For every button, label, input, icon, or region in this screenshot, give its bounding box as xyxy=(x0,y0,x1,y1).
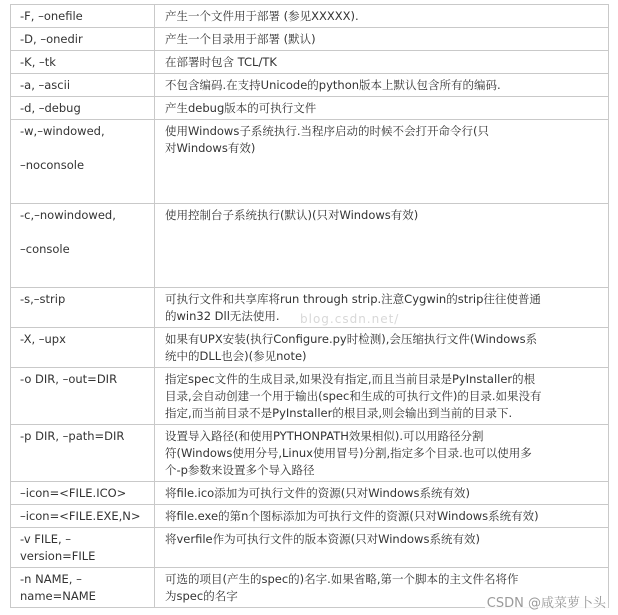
option-description-cell xyxy=(155,51,609,74)
option-description-text: 指定,而当前目录不是PyInstaller的根目录,则会输出到当前的目录下. xyxy=(165,406,513,420)
option-description-text: 产生debug版本的可执行文件 xyxy=(165,101,317,115)
option-description-text: 目录,会自动创建一个用于输出(spec和生成的可执行文件)的目录.如果没有 xyxy=(165,389,542,403)
option-flag-cell xyxy=(11,368,155,425)
option-description-text: 产生一个目录用于部署 (默认) xyxy=(165,32,316,46)
option-flag-text: -o DIR, –out=DIR xyxy=(20,372,118,386)
option-row xyxy=(11,425,609,482)
option-flag-text: -D, –onedir xyxy=(20,32,83,46)
option-description-text: 产生一个文件用于部署 (参见XXXXX). xyxy=(165,9,359,23)
option-flag-cell xyxy=(11,425,155,482)
option-row xyxy=(11,51,609,74)
option-flag-text: -F, –onefile xyxy=(20,9,83,23)
option-row xyxy=(11,368,609,425)
option-row xyxy=(11,505,609,528)
option-flag-text: -p DIR, –path=DIR xyxy=(20,429,125,443)
option-flag-text: –icon=<FILE.EXE,N> xyxy=(20,509,141,523)
option-description-text: 符(Windows使用分号,Linux使用冒号)分割,指定多个目录.也可以使用多 xyxy=(165,446,532,460)
option-description-cell xyxy=(155,528,609,568)
option-description-text: 的win32 Dll无法使用. xyxy=(165,309,280,323)
option-flag-cell xyxy=(11,505,155,528)
option-description-text: 将file.exe的第n个图标添加为可执行文件的资源(只对Windows系统有效) xyxy=(165,509,539,523)
option-flag-cell xyxy=(11,568,155,608)
option-row xyxy=(11,482,609,505)
option-flag-text: name=NAME xyxy=(20,589,96,603)
option-description-text: 指定spec文件的生成目录,如果没有指定,而且当前目录是PyInstaller的根 xyxy=(165,372,536,386)
option-flag-text: -s,–strip xyxy=(20,292,66,306)
option-row xyxy=(11,528,609,568)
option-description-text: 可执行文件和共享库将run through strip.注意Cygwin的strip往往使普通 xyxy=(165,292,541,306)
option-row xyxy=(11,5,609,28)
option-flag-cell xyxy=(11,288,155,328)
option-row xyxy=(11,120,609,204)
pyinstaller-options-table xyxy=(10,4,609,608)
option-description-text: 对Windows有效) xyxy=(165,141,256,155)
option-description-cell xyxy=(155,28,609,51)
option-flag-cell xyxy=(11,97,155,120)
option-description-text: 使用Windows子系统执行.当程序启动的时候不会打开命令行(只 xyxy=(165,124,489,138)
option-description-cell xyxy=(155,120,609,204)
option-description-cell xyxy=(155,74,609,97)
option-description-text: 为spec的名字 xyxy=(165,589,238,603)
option-description-text: 可选的项目(产生的spec的)名字.如果省略,第一个脚本的主文件名将作 xyxy=(165,572,519,586)
option-flag-cell xyxy=(11,51,155,74)
option-flag-cell xyxy=(11,328,155,368)
option-flag-text: -c,–nowindowed, xyxy=(20,208,116,222)
option-row xyxy=(11,328,609,368)
option-flag-text xyxy=(20,224,146,241)
option-description-text: 在部署时包含 TCL/TK xyxy=(165,55,277,69)
option-flag-cell xyxy=(11,528,155,568)
option-description-cell xyxy=(155,5,609,28)
option-flag-text: –icon=<FILE.ICO> xyxy=(20,486,127,500)
option-flag-cell xyxy=(11,120,155,204)
option-row xyxy=(11,204,609,288)
option-description-cell xyxy=(155,328,609,368)
option-flag-text: version=FILE xyxy=(20,549,96,563)
option-description-text: 统中的DLL也会)(参见note) xyxy=(165,349,307,363)
option-description-text: 如果有UPX安装(执行Configure.py时检测),会压缩执行文件(Windows系 xyxy=(165,332,538,346)
option-flag-text xyxy=(20,140,146,157)
option-description-text: 使用控制台子系统执行(默认)(只对Windows有效) xyxy=(165,208,419,222)
option-description-cell xyxy=(155,368,609,425)
option-flag-text: -w,–windowed, xyxy=(20,124,105,138)
option-row xyxy=(11,97,609,120)
option-flag-cell xyxy=(11,74,155,97)
options-table-body xyxy=(11,5,609,608)
option-flag-text: -K, –tk xyxy=(20,55,56,69)
option-flag-cell xyxy=(11,5,155,28)
option-description-cell xyxy=(155,482,609,505)
option-flag-text: -X, –upx xyxy=(20,332,66,346)
option-description-text: 设置导入路径(和使用PYTHONPATH效果相似).可以用路径分割 xyxy=(165,429,484,443)
option-flag-text: -d, –debug xyxy=(20,101,81,115)
csdn-watermark: CSDN @咸菜萝卜头 xyxy=(485,592,608,611)
option-description-text: 将verfile作为可执行文件的版本资源(只对Windows系统有效) xyxy=(165,532,480,546)
option-description-cell xyxy=(155,204,609,288)
option-description-cell xyxy=(155,505,609,528)
option-description-cell xyxy=(155,97,609,120)
option-description-text: 不包含编码.在支持Unicode的python版本上默认包含所有的编码. xyxy=(165,78,501,92)
option-row xyxy=(11,28,609,51)
option-flag-text: -a, –ascii xyxy=(20,78,71,92)
option-row xyxy=(11,74,609,97)
option-description-cell xyxy=(155,425,609,482)
faint-url-watermark: blog.csdn.net/ xyxy=(300,312,400,326)
option-flag-cell xyxy=(11,204,155,288)
option-flag-text: -n NAME, – xyxy=(20,572,82,586)
option-flag-cell xyxy=(11,482,155,505)
option-description-text: 个-p参数来设置多个导入路径 xyxy=(165,463,315,477)
option-description-text: 将file.ico添加为可执行文件的资源(只对Windows系统有效) xyxy=(165,486,471,500)
option-flag-cell xyxy=(11,28,155,51)
option-flag-text: –noconsole xyxy=(20,158,85,172)
option-flag-text: -v FILE, – xyxy=(20,532,72,546)
option-flag-text: –console xyxy=(20,242,70,256)
